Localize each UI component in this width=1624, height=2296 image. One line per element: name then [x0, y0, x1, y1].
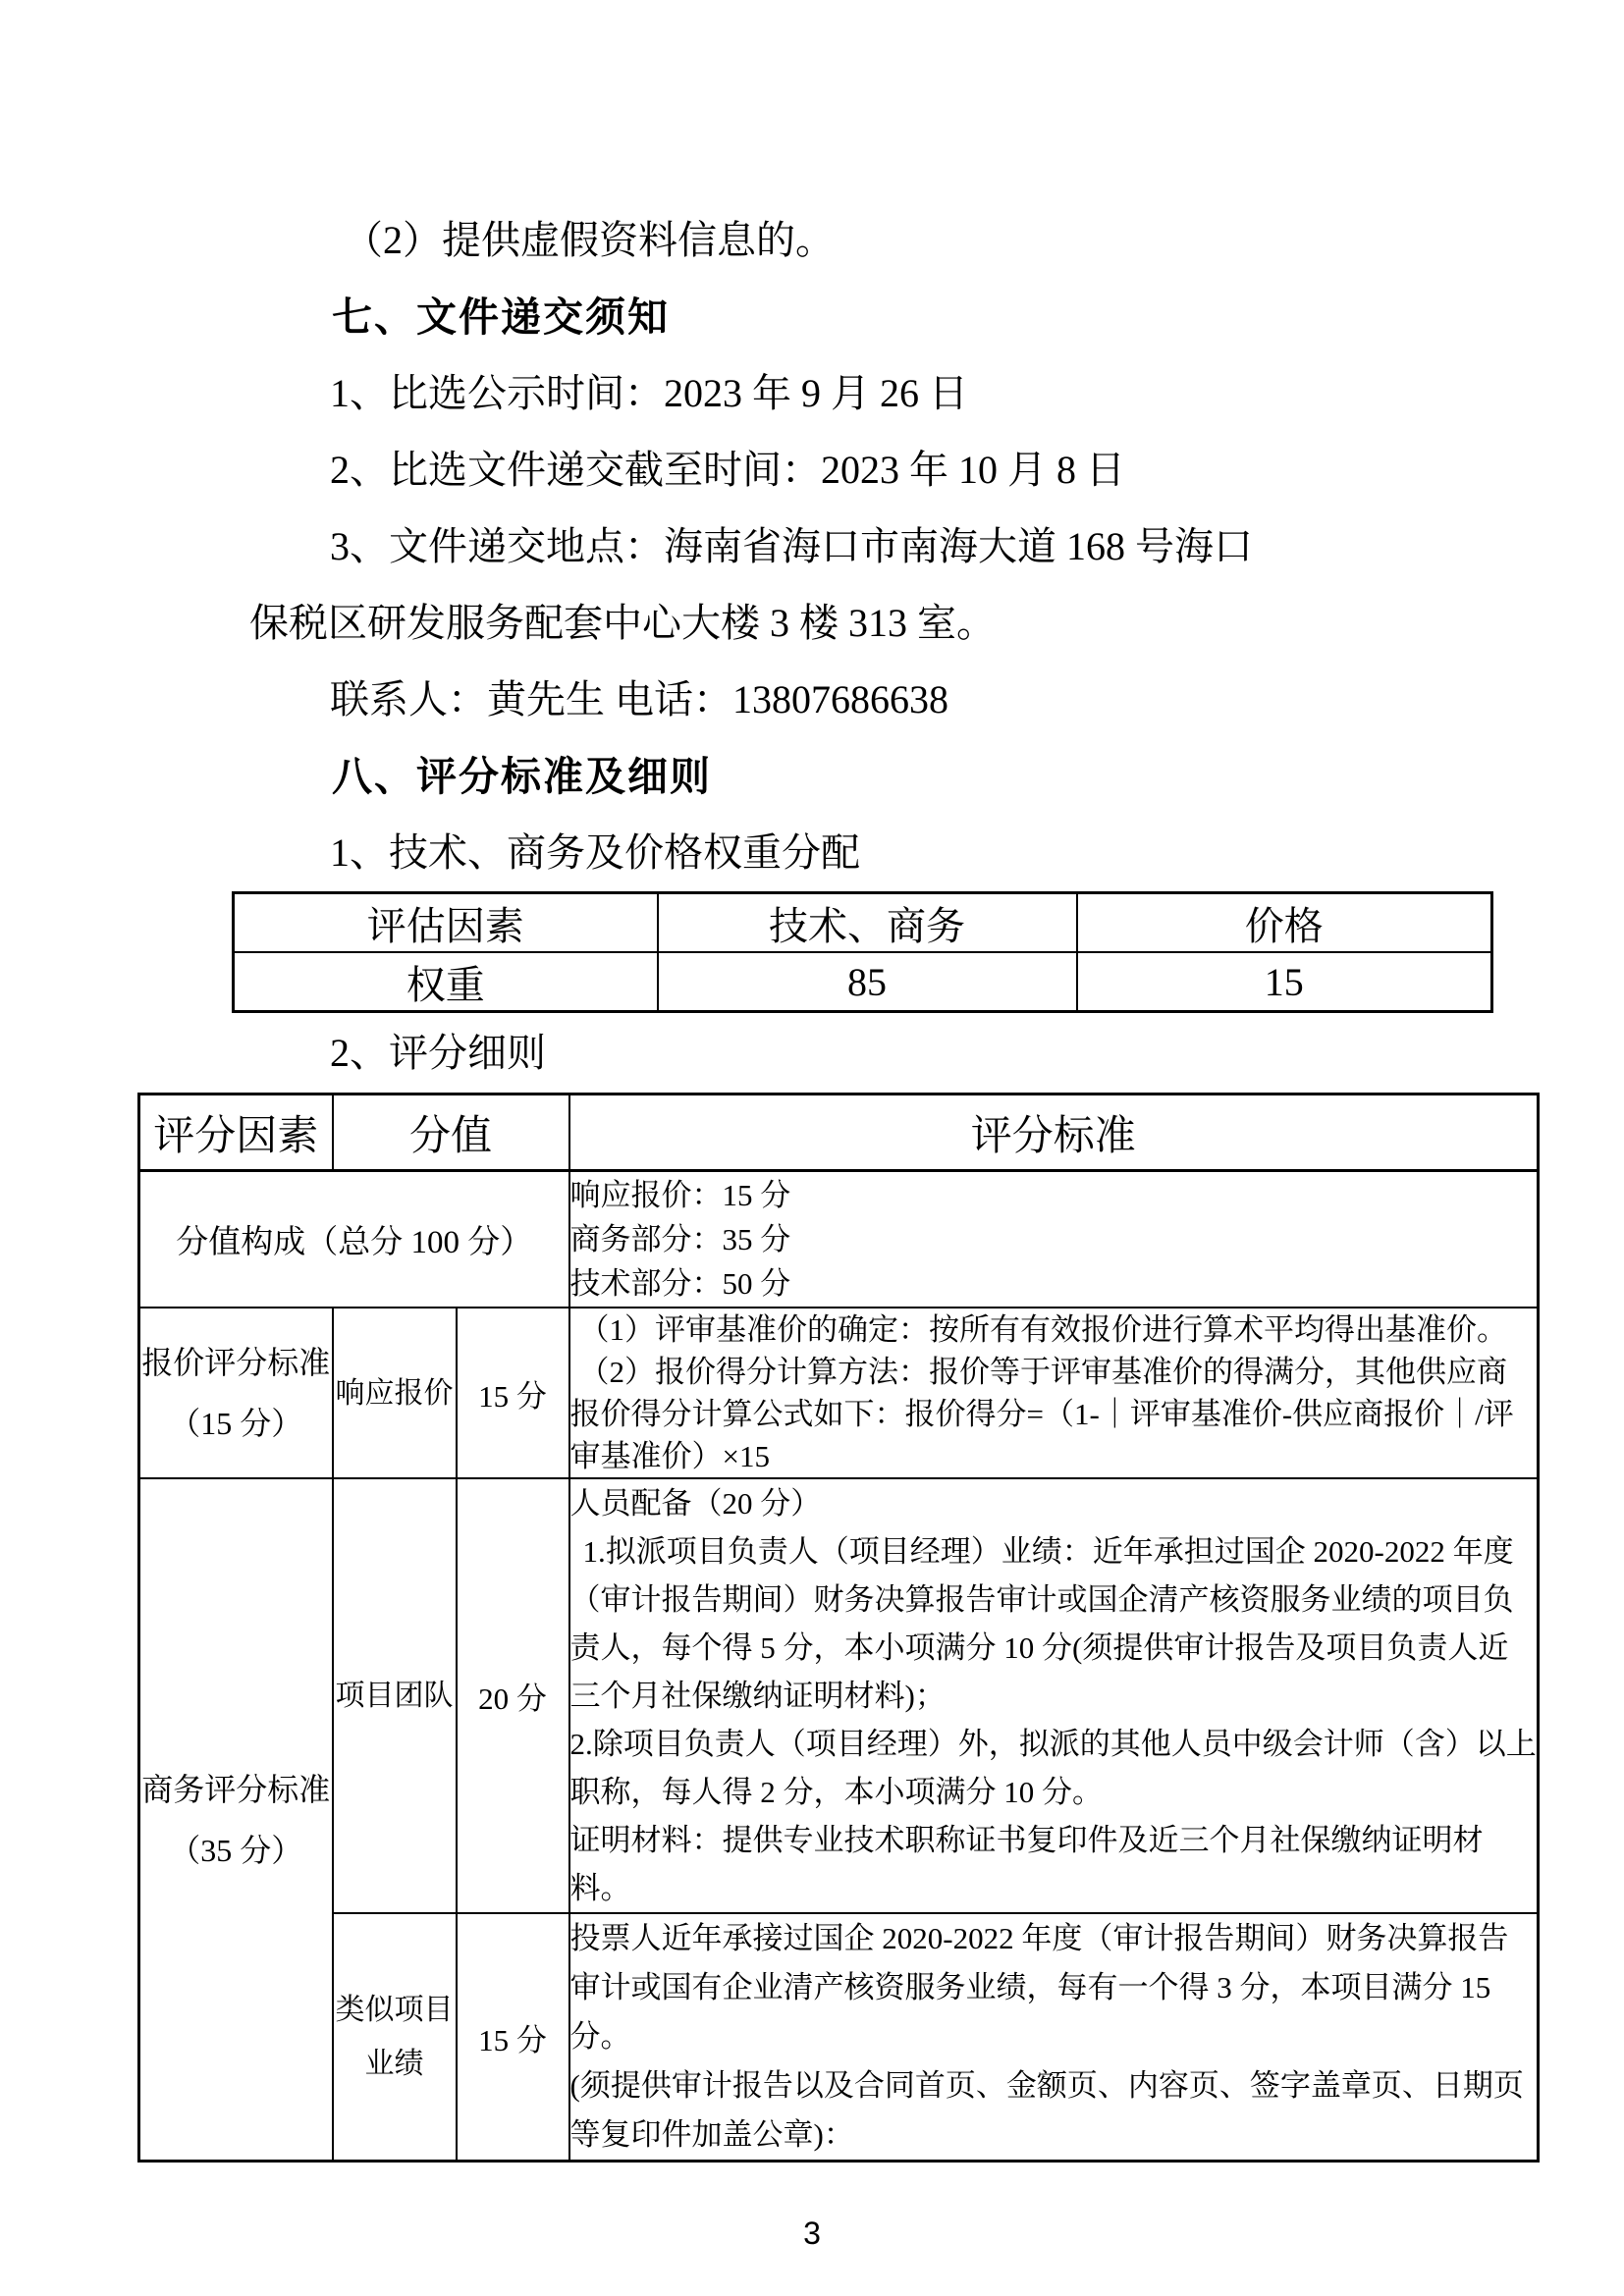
weight-table-header-factor: 评估因素: [234, 893, 658, 953]
team-score-cell: 20 分: [457, 1478, 569, 1913]
composition-factor-cell: 分值构成（总分 100 分）: [139, 1171, 569, 1308]
standard-line: 2.除项目负责人（项目经理）外，拟派的其他人员中级会计师（含）以上职称，每人得 2 分，本小项满分 10 分。: [569, 1727, 1537, 1809]
factor-line: 商务评分标准: [141, 1771, 331, 1807]
factor-line: 报价评分标准: [141, 1345, 331, 1380]
similar-projects-score-cell: 15 分: [457, 1913, 569, 2162]
standard-line: （2）报价得分计算方法：报价等于评审基准价的得满分，其他供应商报价得分计算公式如下：报价得分=（1-｜评审基准价-供应商报价｜/评审基准价）×15: [569, 1355, 1514, 1473]
weight-table-value-price: 15: [1077, 952, 1492, 1012]
score-table-row-price: [139, 1308, 1539, 1478]
standard-line: (须提供审计报告以及合同首页、金额页、内容页、签字盖章页、日期页等复印件加盖公章)：: [569, 2068, 1524, 2152]
score-table-header-score: 分值: [333, 1095, 569, 1171]
subheading-scoring-details: 2、评分细则: [330, 1031, 546, 1075]
factor-line: （15 分）: [169, 1406, 303, 1441]
score-table: [137, 1093, 1540, 2163]
standard-line: （1）评审基准价的确定：按所有有效报价进行算术平均得出基准价。: [578, 1312, 1508, 1347]
notice-item-1: 1、比选公示时间：2023 年 9 月 26 日: [330, 371, 968, 415]
team-subfactor-cell: 项目团队: [333, 1478, 457, 1913]
composition-standard-cell: [569, 1171, 1539, 1308]
weight-table-value-tech: 85: [658, 952, 1077, 1012]
factor-line: （35 分）: [169, 1832, 303, 1868]
commercial-factor-cell: [139, 1478, 333, 2162]
heading-section7: 七、文件递交须知: [332, 294, 670, 340]
weight-table-header-row: [234, 893, 1492, 953]
heading-section8: 八、评分标准及细则: [332, 754, 712, 799]
price-score-cell: 15 分: [457, 1308, 569, 1478]
team-standard-cell: [569, 1478, 1539, 1913]
standard-line: 1.拟派项目负责人（项目经理）业绩：近年承担过国企 2020-2022 年度（审计报告期间）财务决算报告审计或国企清产核资服务业绩的项目负责人，每个得 5 分，本小项满分 10 分(须提供审计报告及项目负责人近三个月社保缴纳证明材料)；: [569, 1534, 1514, 1713]
standard-line: 证明材料：提供专业技术职称证书复印件及近三个月社保缴纳证明材料。: [569, 1823, 1484, 1905]
standard-line: 技术部分：50 分: [569, 1266, 791, 1301]
similar-projects-subfactor-cell: 类似项目业绩: [333, 1913, 457, 2162]
score-table-header-row: [139, 1095, 1539, 1171]
score-table-row-similar-projects: [139, 1913, 1539, 2162]
paragraph-false-info: （2）提供虚假资料信息的。: [344, 218, 835, 262]
notice-item-2: 2、比选文件递交截至时间：2023 年 10 月 8 日: [330, 448, 1125, 492]
subheading-weight-allocation: 1、技术、商务及价格权重分配: [330, 830, 860, 875]
similar-projects-standard-cell: [569, 1913, 1539, 2162]
weight-table-row-label: 权重: [234, 952, 658, 1012]
page-number: 3: [803, 2216, 821, 2251]
weight-table-value-row: [234, 952, 1492, 1012]
score-table-header-standard: 评分标准: [569, 1095, 1539, 1171]
weight-table-header-price: 价格: [1077, 893, 1492, 953]
standard-line: 人员配备（20 分）: [569, 1486, 822, 1521]
standard-line: 商务部分：35 分: [569, 1222, 791, 1256]
standard-line: 投票人近年承接过国企 2020-2022 年度（审计报告期间）财务决算报告审计或国有企业清产核资服务业绩，每有一个得 3 分，本项目满分 15 分。: [569, 1921, 1509, 2054]
standard-line: 响应报价：15 分: [569, 1178, 791, 1212]
contact-line: 联系人：黄先生 电话：13807686638: [330, 677, 948, 721]
price-factor-cell: [139, 1308, 333, 1478]
weight-table: [232, 891, 1493, 1013]
score-table-header-factor: 评分因素: [139, 1095, 333, 1171]
price-standard-cell: [569, 1308, 1539, 1478]
score-table-row-team: [139, 1478, 1539, 1913]
score-table-row-composition: [139, 1171, 1539, 1308]
notice-item-3-continuation: 保税区研发服务配套中心大楼 3 楼 313 室。: [249, 601, 996, 645]
price-subfactor-cell: 响应报价: [333, 1308, 457, 1478]
weight-table-header-tech-commercial: 技术、商务: [658, 893, 1077, 953]
notice-item-3: 3、文件递交地点：海南省海口市南海大道 168 号海口: [330, 524, 1253, 568]
